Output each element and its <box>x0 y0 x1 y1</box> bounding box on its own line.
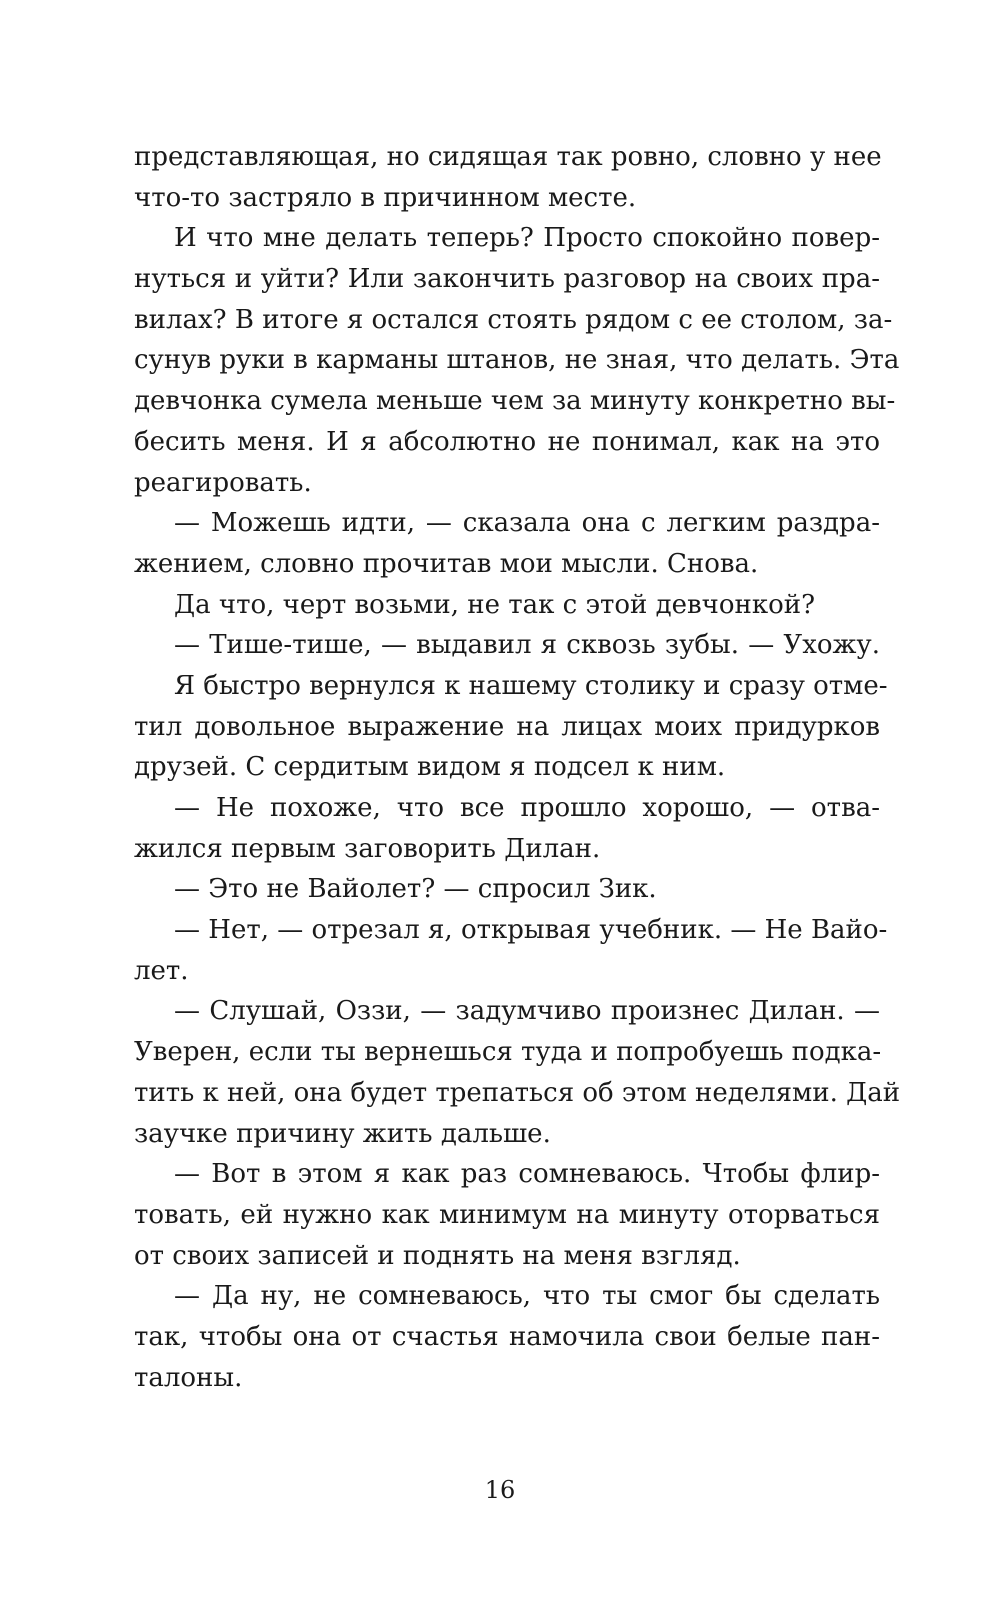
text-line: И что мне делать теперь? Просто спокойно повер- <box>174 223 880 254</box>
text-line: реагировать. <box>134 467 312 498</box>
text-line: жением, словно прочитав мои мысли. Снова. <box>134 548 759 579</box>
text-line: вилах? В итоге я остался стоять рядом с ее столом, за- <box>134 304 893 335</box>
text-line: заучке причину жить дальше. <box>134 1118 551 1149</box>
text-line: нуться и уйти? Или закончить разговор на своих пра- <box>134 264 880 295</box>
text-line: бесить меня. И я абсолютно не понимал, как на это <box>134 426 880 457</box>
text-line: Я быстро вернулся к нашему столику и сразу отме- <box>174 670 888 701</box>
text-line: что-то застряло в причинном месте. <box>134 182 637 213</box>
text-line: сунув руки в карманы штанов, не зная, что делать. Эта <box>134 345 900 376</box>
text-line: представляющая, но сидящая так ровно, словно у нее <box>134 142 882 172</box>
text-line: товать, ей нужно как минимум на минуту оторваться <box>134 1199 880 1230</box>
text-line: Уверен, если ты вернешься туда и попробуешь подка- <box>134 1037 882 1068</box>
text-line: — Слушай, Оззи, — задумчиво произнес Дилан. — <box>174 996 880 1027</box>
text-line: жился первым заговорить Дилан. <box>134 833 601 864</box>
text-line: лет. <box>134 955 189 986</box>
text-line: — Это не Вайолет? — спросил Зик. <box>174 874 657 905</box>
body-text <box>134 137 901 1398</box>
text-line: — Не похоже, что все прошло хорошо, — отва- <box>174 793 880 823</box>
text-line: так, чтобы она от счастья намочила свои белые пан- <box>134 1321 880 1352</box>
text-line: тить к ней, она будет трепаться об этом неделями. Дай <box>134 1077 901 1108</box>
text-line: — Вот в этом я как раз сомневаюсь. Чтобы флир- <box>174 1159 880 1190</box>
page-number: 16 <box>484 1476 516 1504</box>
text-line: — Да ну, не сомневаюсь, что ты смог бы сделать <box>174 1281 880 1312</box>
text-line: — Тише-тише, — выдавил я сквозь зубы. — Ухожу. <box>174 630 880 661</box>
text-line: девчонка сумела меньше чем за минуту конкретно вы- <box>134 386 896 417</box>
text-line: тил довольное выражение на лицах моих придурков <box>134 711 880 742</box>
text-line: от своих записей и поднять на меня взгляд. <box>134 1240 741 1271</box>
text-line: — Можешь идти, — сказала она с легким раздра- <box>174 508 880 539</box>
text-line: — Нет, — отрезал я, открывая учебник. — Не Вайо- <box>174 915 888 946</box>
text-line: Да что, черт возьми, не так с этой девчонкой? <box>174 589 816 620</box>
text-line: друзей. С сердитым видом я подсел к ним. <box>134 752 726 783</box>
text-line: талоны. <box>134 1362 243 1393</box>
